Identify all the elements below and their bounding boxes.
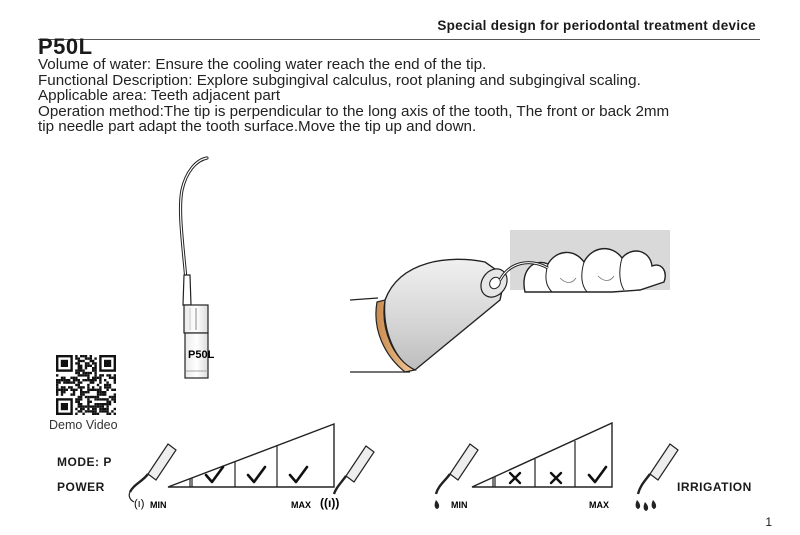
description-line: tip needle part adapt the tooth surface.Move the tip up and down. <box>38 118 477 135</box>
irrigation-min-label: MIN <box>451 500 468 510</box>
power-setting-diagram <box>129 424 374 510</box>
water-drop-icon <box>435 500 440 509</box>
irrigation-level-cross-icon <box>551 473 561 483</box>
description-line: Applicable area: Teeth adjacent part <box>38 87 281 104</box>
irrigation-setting-diagram <box>435 423 678 511</box>
scaler-tip-illustration <box>181 158 208 378</box>
qr-code <box>56 355 116 415</box>
mode-label: MODE: P <box>57 455 112 469</box>
power-max-label: MAX <box>291 500 311 510</box>
model-name: P50L <box>38 34 93 59</box>
description-line: Operation method:The tip is perpendicular to the long axis of the tooth, The front or back 2mm <box>38 102 670 120</box>
description-line: Functional Description: Explore subgingival calculus, root planing and subgingival scaling. <box>38 71 641 89</box>
header-tagline: Special design for periodontal treatment device <box>437 18 756 33</box>
page-number: 1 <box>765 515 772 529</box>
power-min-label: MIN <box>150 500 167 510</box>
description-line: Volume of water: Ensure the cooling water reach the end of the tip. <box>38 56 487 73</box>
handpiece-on-teeth-illustration <box>350 230 670 372</box>
power-level-check-icon <box>248 467 265 482</box>
water-drops-icon <box>636 500 657 511</box>
qr-caption: Demo Video <box>49 418 118 432</box>
irrigation-max-label: MAX <box>589 500 609 510</box>
irrigation-label: IRRIGATION <box>677 480 752 494</box>
low-vibration-icon: (ı) <box>134 498 145 510</box>
tip-engraving: P50L <box>188 349 215 361</box>
irrigation-level-check-icon <box>589 467 606 482</box>
power-level-check-icon <box>290 467 307 482</box>
irrigation-level-cross-icon <box>510 473 520 483</box>
power-label: POWER <box>57 480 105 494</box>
high-vibration-icon: ((ı)) <box>320 496 340 510</box>
